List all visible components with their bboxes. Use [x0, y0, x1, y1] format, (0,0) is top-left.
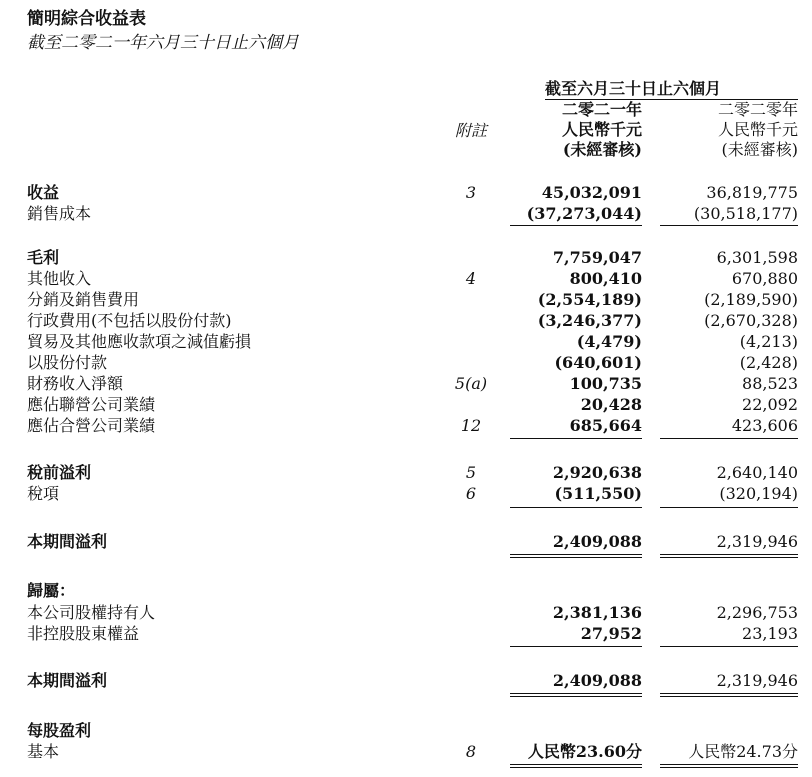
subtotal-rule-2020 — [660, 438, 798, 439]
row-admin-expenses — [0, 310, 812, 331]
row-note: 3 — [465, 183, 477, 202]
col-2020-status: (未經審核) — [721, 140, 798, 159]
row-label: 行政費用(不包括以股份付款) — [27, 311, 232, 330]
row-label: 稅前溢利 — [27, 463, 92, 482]
col-2021-status: (未經審核) — [562, 140, 642, 159]
row-label: 每股盈利 — [27, 721, 92, 740]
period-header: 截至六月三十日止六個月 — [545, 79, 722, 98]
row-revenue — [0, 182, 812, 203]
row-label: 銷售成本 — [27, 204, 92, 223]
total-double-rule-2021 — [510, 693, 642, 694]
row-other-income — [0, 268, 812, 289]
value-2020: 23,193 — [742, 624, 798, 643]
row-impairment-loss — [0, 331, 812, 352]
col-2021-unit: 人民幣千元 — [561, 120, 642, 139]
value-2020: (4,213) — [739, 332, 798, 351]
col-2021-year: 二零二一年 — [561, 100, 642, 119]
value-2020: (2,189,590) — [704, 290, 798, 309]
row-note: 12 — [460, 416, 482, 435]
row-profit-for-period-2 — [0, 670, 812, 691]
row-basic-eps — [0, 741, 812, 762]
row-earnings-per-share — [0, 720, 812, 741]
row-non-controlling-interests — [0, 623, 812, 644]
total-double-rule-2020 — [660, 696, 798, 697]
row-gross-profit — [0, 247, 812, 268]
row-note: 4 — [465, 269, 477, 288]
subtotal-rule-2021 — [510, 225, 642, 226]
row-label: 本期間溢利 — [27, 671, 108, 690]
subtotal-rule-2020 — [660, 225, 798, 226]
row-label: 以股份付款 — [27, 353, 108, 372]
value-2020: 22,092 — [742, 395, 798, 414]
value-2021: (511,550) — [554, 484, 642, 503]
row-share-of-associates — [0, 394, 812, 415]
row-label: 基本 — [27, 742, 60, 761]
total-double-rule-2020 — [660, 693, 798, 694]
value-2021: 27,952 — [580, 624, 642, 643]
value-2021: 7,759,047 — [552, 248, 642, 267]
value-2021: (4,479) — [576, 332, 642, 351]
row-equity-shareholders — [0, 602, 812, 623]
row-label: 本公司股權持有人 — [27, 603, 156, 622]
total-double-rule-2021 — [510, 557, 642, 558]
value-2020: 2,319,946 — [716, 671, 798, 690]
value-2021: 2,409,088 — [552, 671, 642, 690]
value-2020: 6,301,598 — [716, 248, 798, 267]
statement-title: 簡明綜合收益表 — [27, 9, 146, 29]
value-2020: (2,428) — [739, 353, 798, 372]
row-note: 8 — [465, 742, 477, 761]
row-label: 財務收入淨額 — [27, 374, 124, 393]
row-note: 6 — [465, 484, 477, 503]
value-2020: (320,194) — [719, 484, 798, 503]
total-double-rule-2021 — [510, 554, 642, 555]
row-label: 稅項 — [27, 484, 60, 503]
col-2020-unit: 人民幣千元 — [717, 120, 798, 139]
row-cost-of-sales — [0, 203, 812, 224]
row-label: 其他收入 — [27, 269, 92, 288]
subtotal-rule-2020 — [660, 507, 798, 508]
row-profit-before-tax — [0, 462, 812, 483]
eps-double-rule-2020 — [660, 767, 798, 768]
value-2020: 人民幣24.73分 — [688, 742, 798, 761]
row-label: 歸屬： — [27, 581, 76, 600]
value-2020: 88,523 — [742, 374, 798, 393]
row-label: 應佔合營公司業績 — [27, 416, 156, 435]
value-2021: 800,410 — [569, 269, 642, 288]
row-label: 本期間溢利 — [27, 532, 108, 551]
value-2020: 2,640,140 — [716, 463, 798, 482]
eps-double-rule-2021 — [510, 767, 642, 768]
col-2020-year: 二零二零年 — [717, 100, 798, 119]
value-2020: (30,518,177) — [693, 204, 798, 223]
row-label: 非控股股東權益 — [27, 624, 140, 643]
value-2021: 2,920,638 — [552, 463, 642, 482]
subtotal-rule-2021 — [510, 507, 642, 508]
value-2021: (3,246,377) — [537, 311, 642, 330]
total-double-rule-2020 — [660, 557, 798, 558]
row-note: 5(a) — [454, 374, 488, 393]
row-attributable-to — [0, 580, 812, 601]
value-2021: 2,381,136 — [552, 603, 642, 622]
value-2021: (2,554,189) — [537, 290, 642, 309]
subtotal-rule-2021 — [510, 438, 642, 439]
row-label: 分銷及銷售費用 — [27, 290, 140, 309]
total-double-rule-2020 — [660, 554, 798, 555]
value-2021: 100,735 — [569, 374, 642, 393]
value-2021: 685,664 — [569, 416, 642, 435]
value-2021: 20,428 — [580, 395, 642, 414]
row-label: 應佔聯營公司業績 — [27, 395, 156, 414]
value-2021: (37,273,044) — [526, 204, 642, 223]
row-distribution-expenses — [0, 289, 812, 310]
value-2020: 2,296,753 — [716, 603, 798, 622]
subtotal-rule-2020 — [660, 646, 798, 647]
row-label: 毛利 — [27, 248, 60, 267]
subtotal-rule-2021 — [510, 646, 642, 647]
value-2020: 2,319,946 — [716, 532, 798, 551]
value-2020: (2,670,328) — [704, 311, 798, 330]
row-share-of-joint-ventures — [0, 415, 812, 436]
value-2020: 36,819,775 — [706, 183, 798, 202]
value-2021: 45,032,091 — [541, 183, 642, 202]
eps-double-rule-2021 — [510, 764, 642, 765]
total-double-rule-2021 — [510, 696, 642, 697]
value-2020: 423,606 — [731, 416, 798, 435]
row-share-based-payment — [0, 352, 812, 373]
statement-subtitle: 截至二零二一年六月三十日止六個月 — [27, 33, 299, 53]
row-net-finance-income — [0, 373, 812, 394]
value-2021: (640,601) — [554, 353, 642, 372]
row-profit-for-period — [0, 531, 812, 552]
row-taxation — [0, 483, 812, 504]
note-column-header: 附註 — [454, 121, 487, 140]
eps-double-rule-2020 — [660, 764, 798, 765]
row-note: 5 — [465, 463, 477, 482]
value-2020: 670,880 — [731, 269, 798, 288]
row-label: 收益 — [27, 183, 60, 202]
row-label: 貿易及其他應收款項之減值虧損 — [27, 332, 252, 351]
value-2021: 人民幣23.60分 — [527, 742, 642, 761]
value-2021: 2,409,088 — [552, 532, 642, 551]
